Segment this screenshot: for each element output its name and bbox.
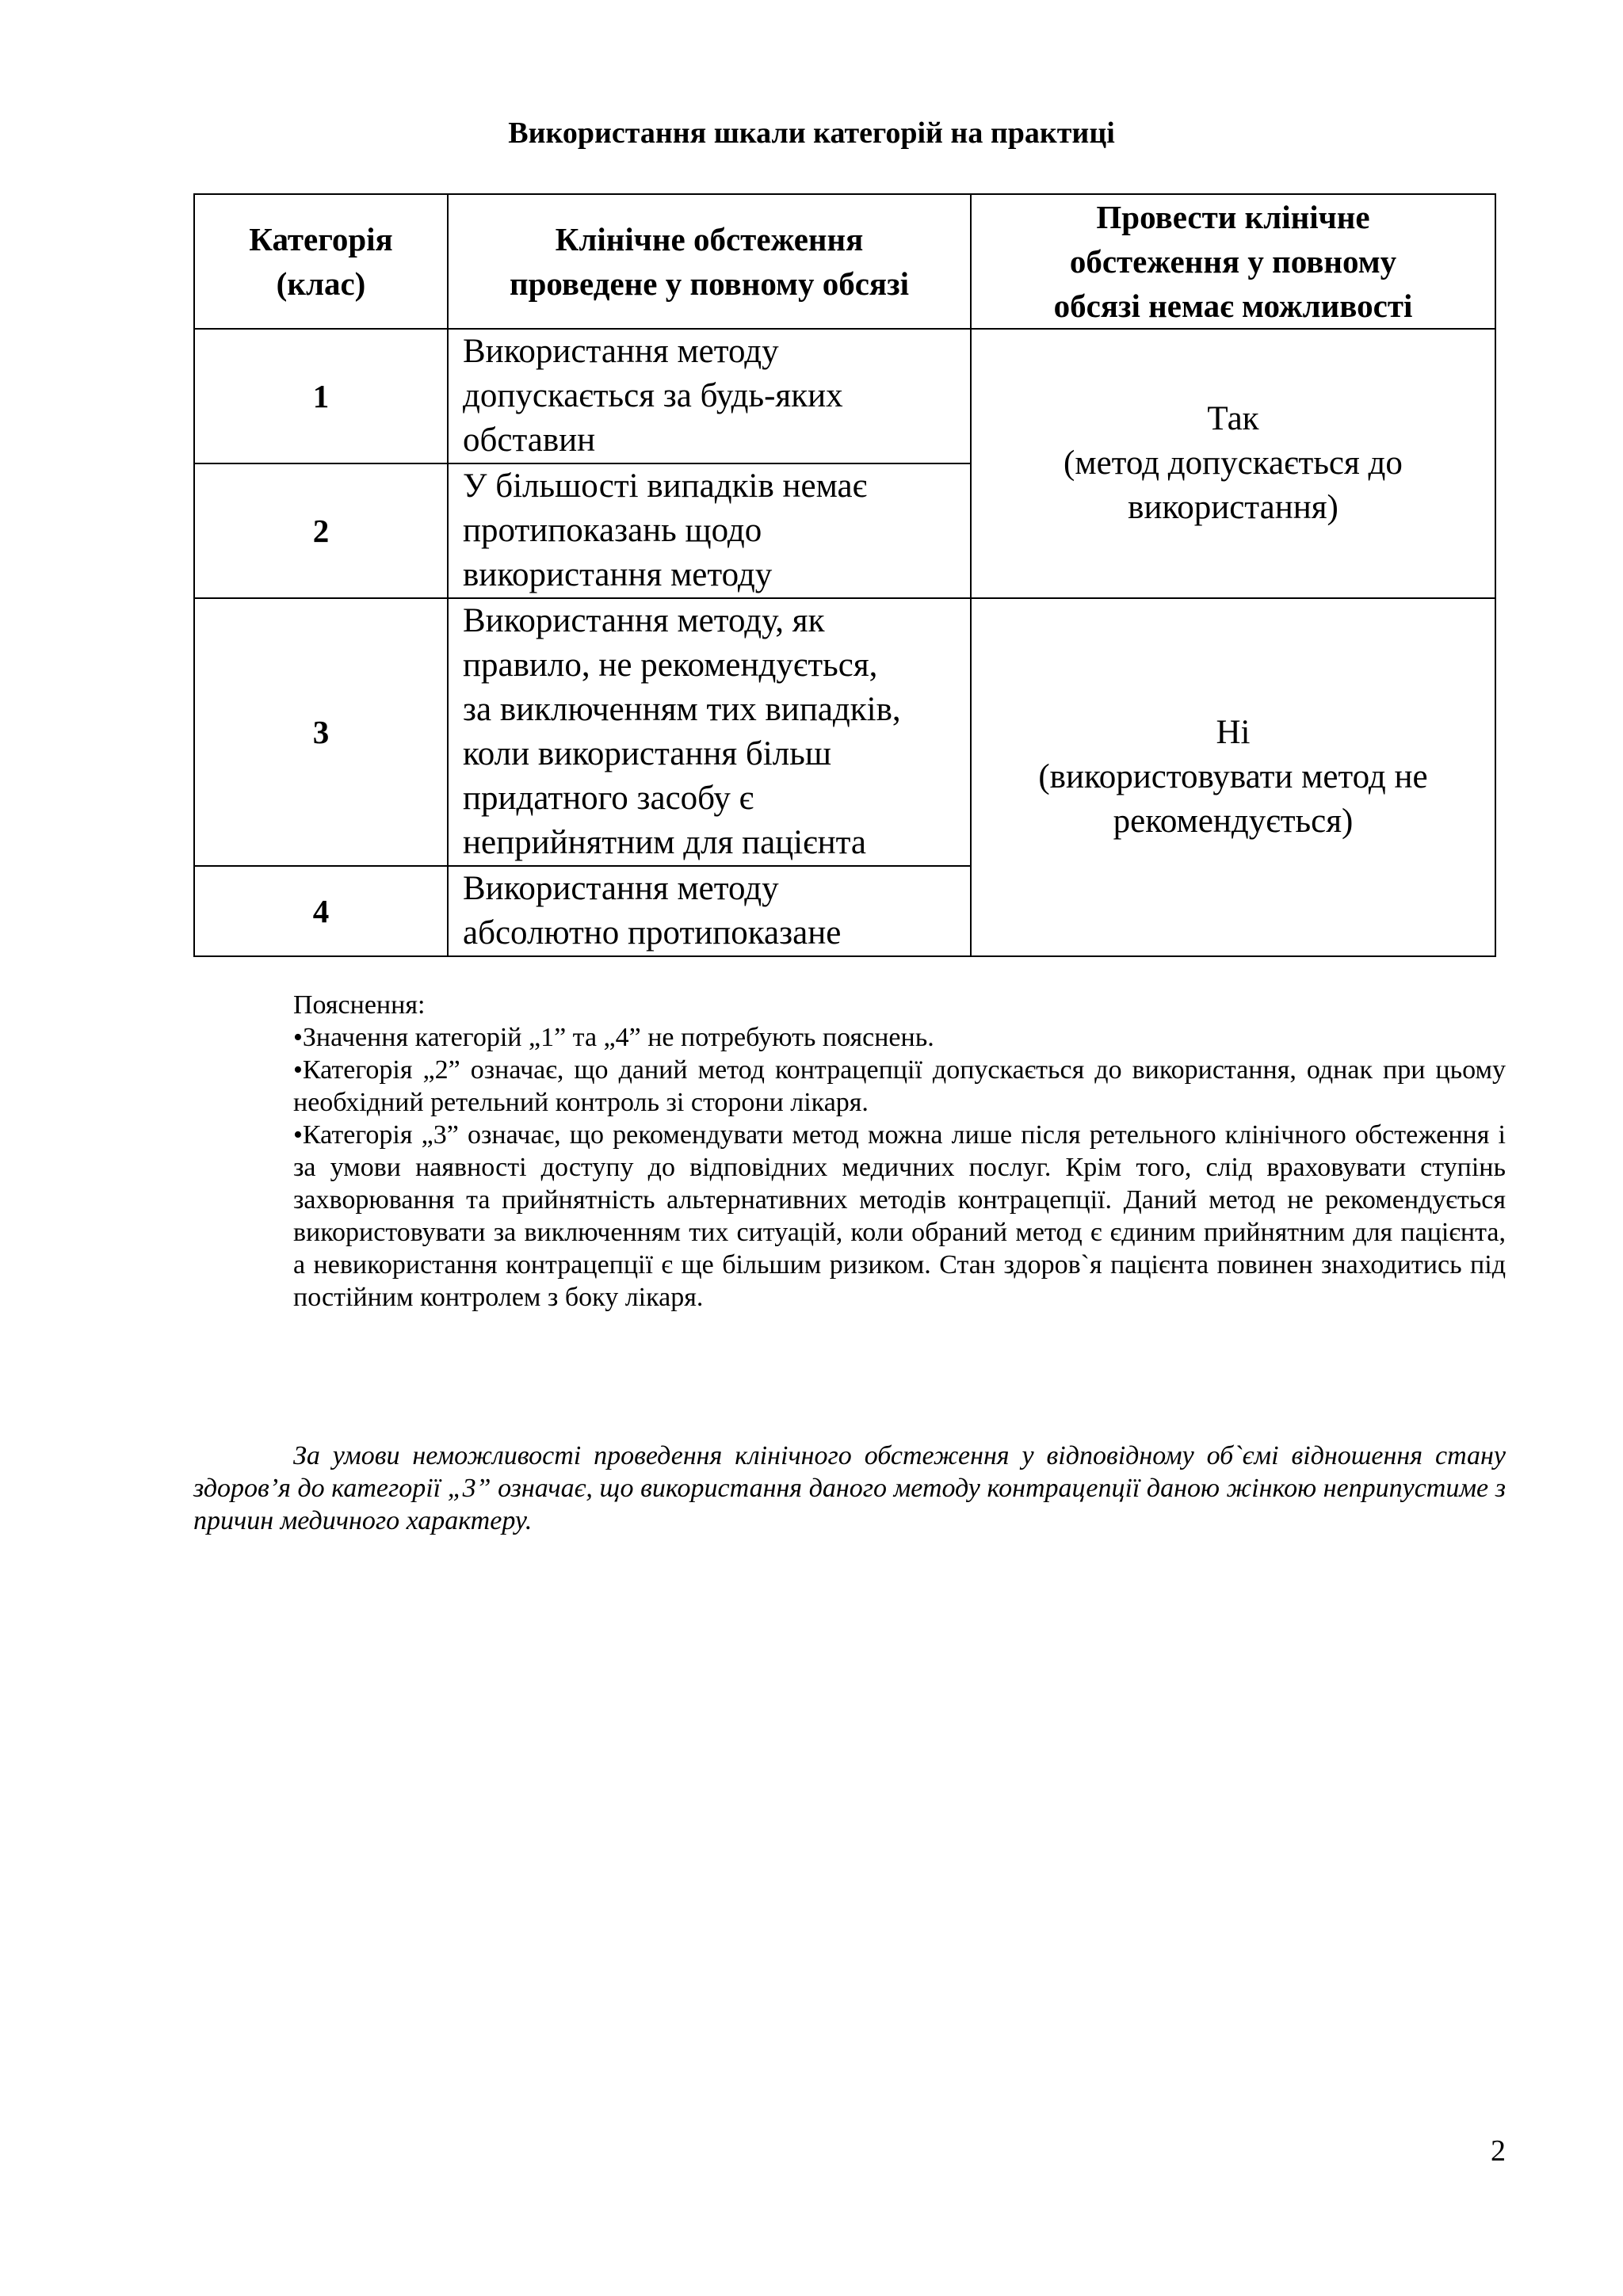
note-item: •Категорія „3” означає, що рекомендувати метод можна лише після ретельного клінічного обстеження і за умови наявності доступу до відповідних медичних послуг. Крім того, слід враховувати ступінь захворювання та прийнятність альтернативних методів контрацепції. Даний метод не рекомендується використовувати за виключенням тих ситуацій, коли обраний метод є єдиним прийнятним для пацієнта, а невикористання контрацепції є ще більшим ризиком. Стан здоров`я пацієнта повинен знаходитись під постійним контролем з боку лікаря. (293, 1120, 1506, 1312)
full-exam-cell: Використання методу, як правило, не рекомендується, за виключенням тих випадків, коли використання більш придатного засобу є неприйнятним для пацієнта (448, 598, 971, 866)
category-cell: 4 (194, 866, 448, 956)
notes-section (293, 989, 1506, 1314)
notes-heading: Пояснення: (293, 990, 426, 1020)
table-header-row (194, 194, 1495, 329)
header-category: Категорія (клас) (194, 194, 448, 329)
no-exam-no-cell: Ні (використовувати метод не рекомендується) (971, 598, 1495, 956)
page-number: 2 (1491, 2134, 1506, 2168)
header-no-exam: Провести клінічне обстеження у повному обсязі немає можливості (971, 194, 1495, 329)
conclusion-paragraph: За умови неможливості проведення клінічного обстеження у відповідному об`ємі відношення стану здоров’я до категорії „3” означає, що використання даного методу контрацепції даною жінкою неприпустиме з причин медичного характеру. (193, 1441, 1506, 1535)
category-cell: 1 (194, 329, 448, 463)
note-item: •Значення категорій „1” та „4” не потребують пояснень. (293, 1023, 934, 1052)
category-cell: 2 (194, 463, 448, 598)
document-title: Використання шкали категорій на практиці (508, 116, 1115, 150)
full-exam-cell: У більшості випадків немає протипоказань щодо використання методу (448, 463, 971, 598)
table-row (194, 329, 1495, 463)
note-item: •Категорія „2” означає, що даний метод контрацепції допускається до використання, однак при цьому необхідний ретельний контроль зі сторони лікаря. (293, 1055, 1506, 1117)
header-full-exam: Клінічне обстеження проведене у повному обсязі (448, 194, 971, 329)
full-exam-cell: Використання методу абсолютно протипоказане (448, 866, 971, 956)
no-exam-yes-cell: Так (метод допускається до використання) (971, 329, 1495, 598)
category-scale-table (193, 193, 1496, 957)
category-cell: 3 (194, 598, 448, 866)
table-row (194, 598, 1495, 866)
full-exam-cell: Використання методу допускається за будь-яких обставин (448, 329, 971, 463)
